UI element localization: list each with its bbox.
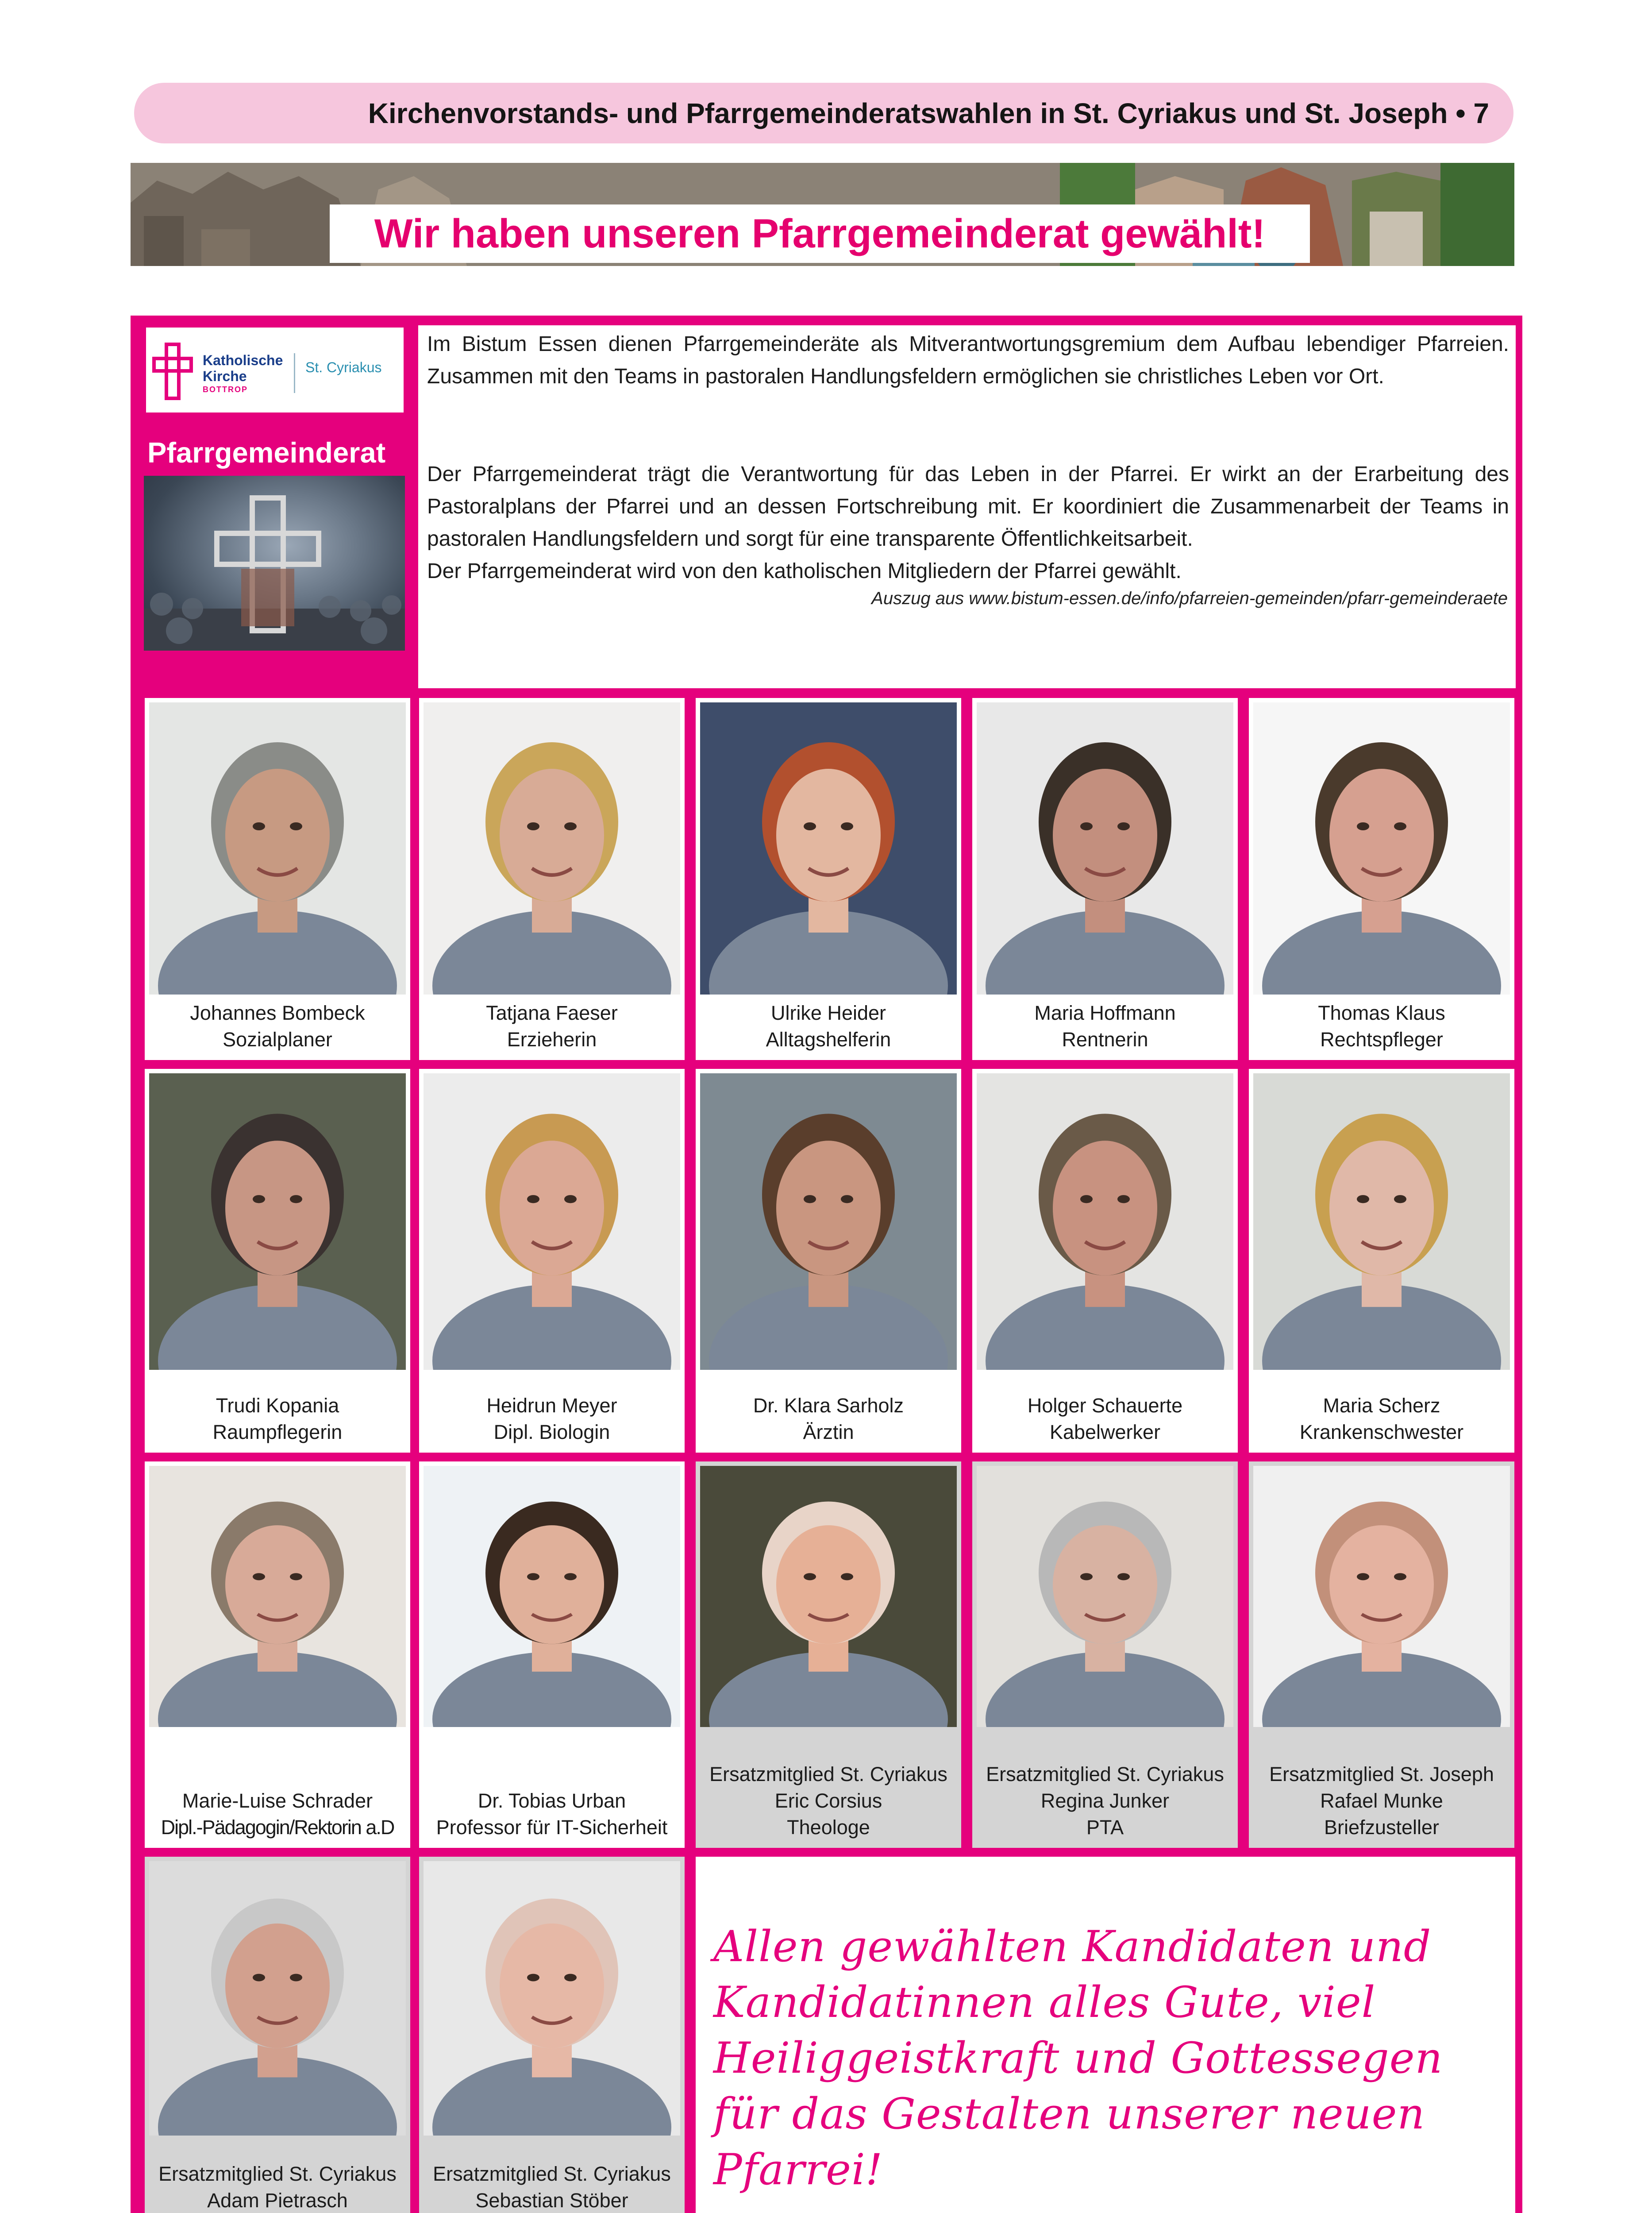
member-role: Sozialplaner <box>223 1028 332 1051</box>
member-name: Rafael Munke <box>1320 1789 1443 1812</box>
member-portrait-photo <box>149 1861 406 2136</box>
member-card <box>419 1069 685 1453</box>
cross-crowd-photo <box>144 476 405 651</box>
page-header-title: Kirchenvorstands- und Pfarrgemeinderatswahlen in St. Cyriakus und St. Joseph • 7 <box>368 97 1489 129</box>
member-card <box>145 1461 410 1848</box>
member-role: Raumpflegerin <box>212 1421 343 1443</box>
member-role: Professor für IT-Sicherheit <box>436 1816 668 1839</box>
portrait-image <box>149 1073 406 1370</box>
member-role: Theologe <box>787 1816 870 1839</box>
portrait-image <box>700 1073 957 1370</box>
intro-paragraph-3-text: Der Pfarrgemeinderat wird von den katholischen Mitgliedern der Pfarrei gewählt. <box>427 559 1182 583</box>
member-card <box>972 698 1238 1060</box>
member-name: Thomas Klaus <box>1318 1002 1445 1024</box>
member-portrait-photo <box>149 702 406 995</box>
member-card <box>696 698 961 1060</box>
member-name: Regina Junker <box>1040 1789 1170 1812</box>
member-portrait-photo <box>149 1466 406 1727</box>
member-caption <box>145 1392 410 1446</box>
portrait-image <box>424 702 680 995</box>
member-caption <box>1249 1000 1514 1053</box>
member-role: Dipl.-Pädagogin/Rektorin a.D <box>161 1816 394 1839</box>
member-role: PTA <box>1086 1816 1124 1839</box>
portrait-image <box>424 1466 680 1727</box>
member-name: Ulrike Heider <box>770 1002 886 1024</box>
portrait-image <box>149 1466 406 1727</box>
member-card <box>972 1461 1238 1848</box>
member-role: Erzieherin <box>507 1028 597 1051</box>
member-caption <box>145 1000 410 1053</box>
member-role: Briefzusteller <box>1324 1816 1440 1839</box>
member-portrait-photo <box>977 1466 1233 1727</box>
member-card <box>696 1461 961 1848</box>
closing-message: Allen gewählten Kandidaten und Kandidatinnen alles Gute, viel Heiliggeistkraft und Gottessegen für das Gestalten unserer neuen Pfarrei! <box>713 1922 1443 2194</box>
member-role: Alltagshelferin <box>766 1028 891 1051</box>
member-card <box>1249 1069 1514 1453</box>
logo-divider <box>294 353 295 393</box>
member-prefix: Ersatzmitglied St. Cyriakus <box>709 1763 947 1785</box>
member-role: Ärztin <box>803 1421 854 1443</box>
member-caption <box>419 1000 685 1053</box>
crowd-cross-image <box>144 476 405 651</box>
member-portrait-photo <box>1253 702 1510 995</box>
member-caption <box>145 2161 410 2213</box>
parish-logo <box>146 328 404 413</box>
member-portrait-photo <box>700 1466 957 1727</box>
member-role: Kabelwerker <box>1049 1421 1161 1443</box>
portrait-image <box>1253 1466 1510 1727</box>
portrait-image <box>700 702 957 995</box>
member-caption <box>419 1392 685 1446</box>
member-portrait-photo <box>1253 1466 1510 1727</box>
member-caption <box>972 1000 1238 1053</box>
page-header <box>134 83 1513 143</box>
portrait-image <box>424 1861 680 2136</box>
member-name: Dr. Klara Sarholz <box>753 1394 904 1417</box>
member-name: Heidrun Meyer <box>486 1394 617 1417</box>
member-card <box>972 1069 1238 1453</box>
portrait-image <box>149 702 406 995</box>
member-role: Rechtspfleger <box>1320 1028 1443 1051</box>
member-caption <box>972 1392 1238 1446</box>
member-card <box>145 698 410 1060</box>
member-caption <box>696 1000 961 1053</box>
member-caption <box>972 1761 1238 1841</box>
member-card <box>696 1069 961 1453</box>
portrait-image <box>149 1861 406 2136</box>
intro-paragraph-2-text: Der Pfarrgemeinderat trägt die Verantwortung für das Leben in der Pfarrei. Er wirkt an der Erarbeitung des Pastoralplans der Pfarrei und an dessen Fortschreibung mit. Er koordiniert die Zusammenarbeit der Teams in pastoralen Handlungsfeldern und sorgt für eine transparente Öffentlichkeitsarbeit. <box>427 463 1509 551</box>
member-caption <box>419 2161 685 2213</box>
member-card <box>1249 1461 1514 1848</box>
member-name: Dr. Tobias Urban <box>478 1789 626 1812</box>
member-name: Sebastian Stöber <box>475 2189 628 2212</box>
portrait-image <box>1253 702 1510 995</box>
member-portrait-photo <box>977 1073 1233 1370</box>
member-name: Eric Corsius <box>774 1789 882 1812</box>
sidebar-label: Pfarrgemeinderat <box>147 436 386 469</box>
member-card <box>419 1461 685 1848</box>
banner-title-box <box>330 204 1310 263</box>
member-card <box>1249 698 1514 1060</box>
intro-paragraph-1: Im Bistum Essen dienen Pfarrgemeinderäte als Mitverantwortungsgremium dem Aufbau lebendiger Pfarreien. Zusammen mit den Teams in pastoralen Handlungsfeldern ermöglichen sie christliches Leben vor Ort. <box>427 332 1509 388</box>
member-role: Krankenschwester <box>1299 1421 1464 1443</box>
portrait-image <box>700 1466 957 1727</box>
logo-text-bottrop: BOTTROP <box>203 385 248 394</box>
member-caption <box>419 1788 685 1841</box>
member-portrait-photo <box>700 1073 957 1370</box>
member-caption <box>696 1392 961 1446</box>
member-caption <box>1249 1761 1514 1841</box>
member-card <box>145 1069 410 1453</box>
member-card <box>419 1857 685 2213</box>
member-portrait-photo <box>424 1073 680 1370</box>
member-portrait-photo <box>1253 1073 1510 1370</box>
banner-title: Wir haben unseren Pfarrgemeinderat gewählt! <box>374 211 1266 256</box>
logo-text-kirche: Kirche <box>203 368 247 384</box>
member-portrait-photo <box>700 702 957 995</box>
member-role: Rentnerin <box>1062 1028 1148 1051</box>
member-portrait-photo <box>424 702 680 995</box>
member-name: Adam Pietrasch <box>207 2189 348 2212</box>
member-name: Maria Scherz <box>1323 1394 1440 1417</box>
member-prefix: Ersatzmitglied St. Cyriakus <box>158 2163 397 2185</box>
intro-paragraph-2 <box>427 458 1509 587</box>
member-name: Johannes Bombeck <box>190 1002 365 1024</box>
portrait-image <box>977 702 1233 995</box>
member-prefix: Ersatzmitglied St. Cyriakus <box>433 2163 671 2185</box>
member-portrait-photo <box>424 1861 680 2136</box>
intro-text-box <box>418 325 1516 688</box>
member-prefix: Ersatzmitglied St. Joseph <box>1269 1763 1494 1785</box>
member-portrait-photo <box>149 1073 406 1370</box>
portrait-image <box>424 1073 680 1370</box>
member-portrait-photo <box>424 1466 680 1727</box>
logo-text-parish: St. Cyriakus <box>305 359 382 375</box>
cross-logo-icon <box>151 343 194 400</box>
member-caption <box>696 1761 961 1841</box>
closing-message-box <box>696 1857 1515 2213</box>
member-name: Marie-Luise Schrader <box>182 1789 373 1812</box>
portrait-image <box>977 1073 1233 1370</box>
member-card <box>419 698 685 1060</box>
portrait-image <box>1253 1073 1510 1370</box>
member-name: Maria Hoffmann <box>1034 1002 1176 1024</box>
member-card <box>145 1857 410 2213</box>
member-caption <box>1249 1392 1514 1446</box>
member-prefix: Ersatzmitglied St. Cyriakus <box>986 1763 1224 1785</box>
intro-source-link[interactable]: Auszug aus www.bistum-essen.de/info/pfarreien-gemeinden/pfarr-gemeinderaete <box>871 589 1508 608</box>
logo-text-katholische: Katholische <box>203 352 283 368</box>
member-portrait-photo <box>977 702 1233 995</box>
member-name: Tatjana Faeser <box>486 1002 618 1024</box>
portrait-image <box>977 1466 1233 1727</box>
member-name: Trudi Kopania <box>216 1394 339 1417</box>
member-caption <box>145 1788 410 1841</box>
member-role: Dipl. Biologin <box>493 1421 610 1443</box>
member-name: Holger Schauerte <box>1027 1394 1183 1417</box>
